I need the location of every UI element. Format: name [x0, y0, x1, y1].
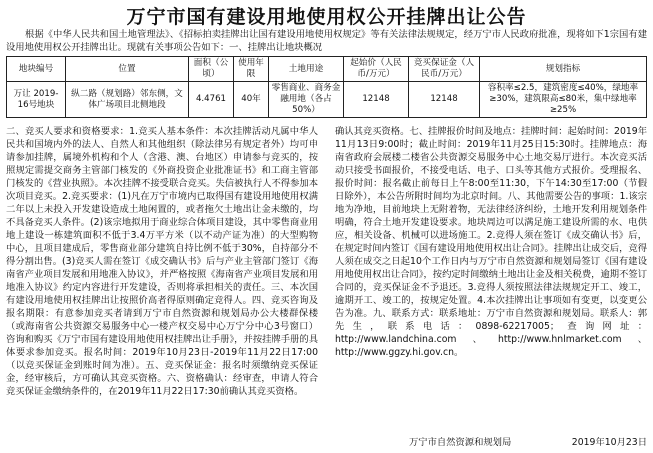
body-paragraph: 确认其竞买资格。七、挂牌报价时间及地点：挂牌时间：起始时间：2019年11月13日9:00时；截止时间：2019年11月25日15:30时。挂牌地点：海南省政府会展楼二楼省公共资源交易服务中心土地交易厅进行。本次竞买活动只接受书面报价，不接受电话、电子、口头等其他方式报价。受理报名、报价时间：报名截止前每日上午8:00至11:30，下午14:30至17:00（节假日除外），本公告所附时间均为北京时间。八、其他需要公告的事项：1.该宗地为净地，目前地块上无附着物，无法律经济纠纷，土地开发利用规划条件明确，符合土地开发建设要求。地块周边可以满足施工建设所需的水、电供应，相关设备、机械可以进场施工。2.竞得人须在签订《成交确认书》后，在规定时间内签订《国有建设用地使用权出让合同》。挂牌出让成交后，竞得人须在成交之日起10个工作日内与万宁市自然资源和规划局签订《国有建设用地使用权出让合同》，按约定时间缴纳土地出让金及相关税费，逾期不签订合同的，竞买保证金不予退还。3.竞得人须按照法律法规规定开工、竣工，逾期开工、竣工的，按规定处置。4.本次挂牌出让事项如有变更，以变更公告为准。九、联系方式：联系地址：万宁市自然资源和规划局。联系人：郭先生，联系电话：0898-62217005；查询网址：http://www.landchina.com、http://www.hnlmarket.com、http://www.ggzy.hi.gov.cn。 [335, 126, 647, 358]
table-cell: 容积率≤2.5，建筑密度≤40%，绿地率≥30%，建筑限高≤80米，集中绿地率≥25% [480, 82, 647, 118]
parcel-table [6, 56, 647, 118]
table-cell: 4.4761 [189, 82, 234, 118]
table-header-cell: 地块编号 [7, 57, 66, 82]
issue-date: 2019年10月23日 [571, 437, 647, 448]
table-header-cell: 位置 [66, 57, 189, 82]
table-header-row [7, 57, 647, 82]
page-title: 万宁市国有建设用地使用权公开挂牌出让公告 [126, 6, 527, 28]
body-paragraph: 二、竞买人要求和资格要求：1.竞买人基本条件：本次挂牌活动凡属中华人民共和国境内外的法人、自然人和其他组织（除法律另有规定者外）均可申请参加挂牌，属境外机构和个人（含港、澳、台地区）申请参与竞买的，按照规定需提交商务主管部门核发的《外商投资企业批准证书》和工商主管部门核发的《营业执照》。本次挂牌不接受联合竞买。失信被执行人不得参加本次项目竞买。2.竞买要求：(1)凡在万宁市境内已取得国有建设用地使用权满二年以上未投入开发建设造成土地闲置的，或者拖欠土地出让金未缴的，均不具备竞买人条件。(2)该宗地拟用于商业综合体项目建设，其中零售商业用地上建设一栋建筑面积不低于3.4万平方米（以不动产证为准）的大型购物中心，且项目建成后，零售商业部分建筑自持比例不低于30%，自持部分不得分割出售。(3)竞买人需在签订《成交确认书》后与产业主管部门签订《海南省产业项目发展和用地准入协议》，并严格按照《海南省产业项目发展和用地准入协议》约定内容进行开发建设，否则将承担相关的责任。三、本次国有建设用地使用权挂牌出让按照价高者得原则确定竞得人。四、竞买咨询及报名期限：有意参加竞买者请到万宁市自然资源和规划局办公大楼群保楼（或海南省公共资源交易服务中心一楼产权交易中心万宁分中心3号窗口）咨询和购买《万宁市国有建设用地使用权挂牌出让手册》，并按挂牌手册的具体要求参加竞买。报名时间：2019年10月23日-2019年11月22日17:00（以竞买保证金到账时间为准）。五、竞买保证金：报名时须缴纳竞买保证金，经审核后，方可确认其竞买资格。六、资格确认：经审查，申请人符合竞买保证金缴纳条件的，在2019年11月22日17:30前确认其竞买资格。 [6, 126, 318, 397]
table-header-cell: 使用年限 [234, 57, 269, 82]
table-cell: 零售商业、商务金融用地（各占50%） [269, 82, 344, 118]
left-column-text [6, 125, 318, 437]
table-header-cell: 规划指标 [480, 57, 647, 82]
intro-paragraph: 根据《中华人民共和国土地管理法》、《招标拍卖挂牌出让国有建设用地使用权规定》等有关法律法规规定，经万宁市人民政府批准，现将如下1宗国有建设用地使用权公开挂牌出让。现就有关事项公告如下：一、挂牌出让地块概况 [6, 29, 647, 53]
table-cell: 12148 [409, 82, 480, 118]
right-column-text [335, 125, 647, 437]
table-body [7, 82, 647, 118]
table-header-cell: 面积（公顷） [189, 57, 234, 82]
table-cell: 纵二路（规划路）邻东侧，文体广场项目北侧地段 [66, 82, 189, 118]
issuer-name: 万宁市自然资源和规划局 [409, 437, 512, 448]
table-row [7, 82, 647, 118]
table-header-cell: 竞买保证金（人民币/万元） [409, 57, 480, 82]
table-header-cell: 起始价（人民币/万元） [344, 57, 409, 82]
table-cell: 12148 [344, 82, 409, 118]
table-cell: 万让 2019-16号地块 [7, 82, 66, 118]
table-cell: 40年 [234, 82, 269, 118]
table-header-cell: 土地用途 [269, 57, 344, 82]
